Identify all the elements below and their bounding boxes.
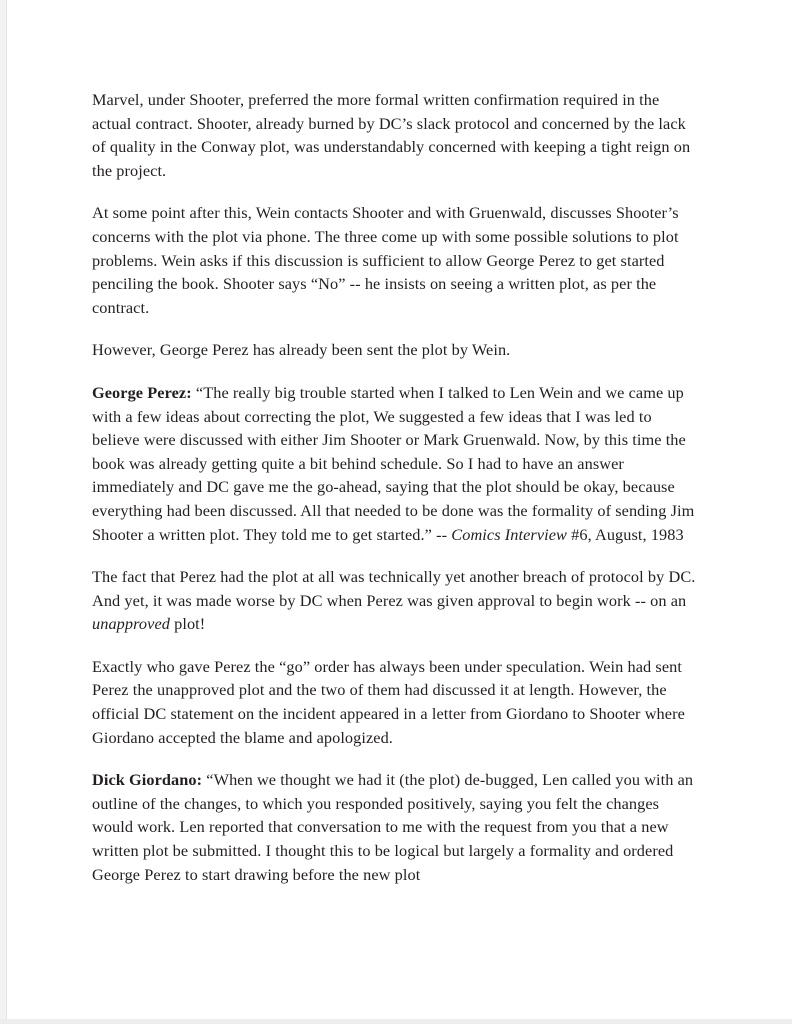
paragraph-breach-of-protocol [92,565,698,636]
quote-text: “The really big trouble started when I talked to Len Wein and we came up with a few ideas about correcting the plot, We suggested a few ideas that I was led to believe were discussed with either Jim Shooter or Mark Gruenwald. Now, by this time the book was already getting quite a bit behind schedule. So I had to have an answer immediately and DC gave me the go-ahead, saying that the plot should be okay, because everything had been discussed. All that needed to be done was the formality of sending Jim Shooter a written plot. They told me to get started.” -- [92,382,695,544]
paragraph-speculation [92,655,698,749]
paragraph-perez-sent-plot [92,338,698,362]
quote-text: “When we thought we had it (the plot) de-bugged, Len called you with an outline of the changes, to which you responded positively, saying you felt the changes would work. Len reported that conversation to me with the request from you that a new written plot be submitted. I thought this to be logical but largely a formality and ordered George Perez to start drawing before the new plot [92,770,694,884]
paragraph-text: Marvel, under Shooter, preferred the more formal written confirmation required in the actual contract. Shooter, already burned by DC’s slack protocol and concerned by the lack of quality in the Conway plot, was understandably concerned with keeping a tight reign on the project. [92,90,691,180]
speaker-name-dick-giordano: Dick Giordano: [92,770,203,790]
document-body [92,88,698,886]
paragraph-text: At some point after this, Wein contacts Shooter and with Gruenwald, discusses Shooter’s concerns with the plot via phone. The three come up with some possible solutions to plot problems. Wein asks if this discussion is sufficient to allow George Perez to get started penciling the book. Shooter says “No” -- he insists on seeing a written plot, as per the contract. [92,203,679,317]
page-bottom-edge [0,1019,792,1024]
paragraph-text: However, George Perez has already been sent the plot by Wein. [92,340,511,360]
speaker-name-george-perez: George Perez: [92,382,192,402]
citation-source-title: Comics Interview [451,524,567,544]
paragraph-text-tail: plot! [169,614,206,634]
page-left-edge [0,0,7,1024]
paragraph-dick-giordano-quote [92,768,698,886]
citation-issue-date: #6, August, 1983 [566,524,684,544]
paragraph-wein-contacts [92,201,698,319]
emphasis-unapproved: unapproved [92,614,170,634]
paragraph-text: Exactly who gave Perez the “go” order has always been under speculation. Wein had sent Perez the unapproved plot and the two of them had discussed it at length. However, the official DC statement on the incident appeared in a letter from Giordano to Shooter where Giordano accepted the blame and apologized. [92,656,685,747]
paragraph-george-perez-quote [92,381,698,546]
paragraph-text: The fact that Perez had the plot at all was technically yet another breach of protocol by DC. And yet, it was made worse by DC when Perez was given approval to begin work -- on an [92,567,696,610]
paragraph-marvel-shooter [92,88,698,182]
